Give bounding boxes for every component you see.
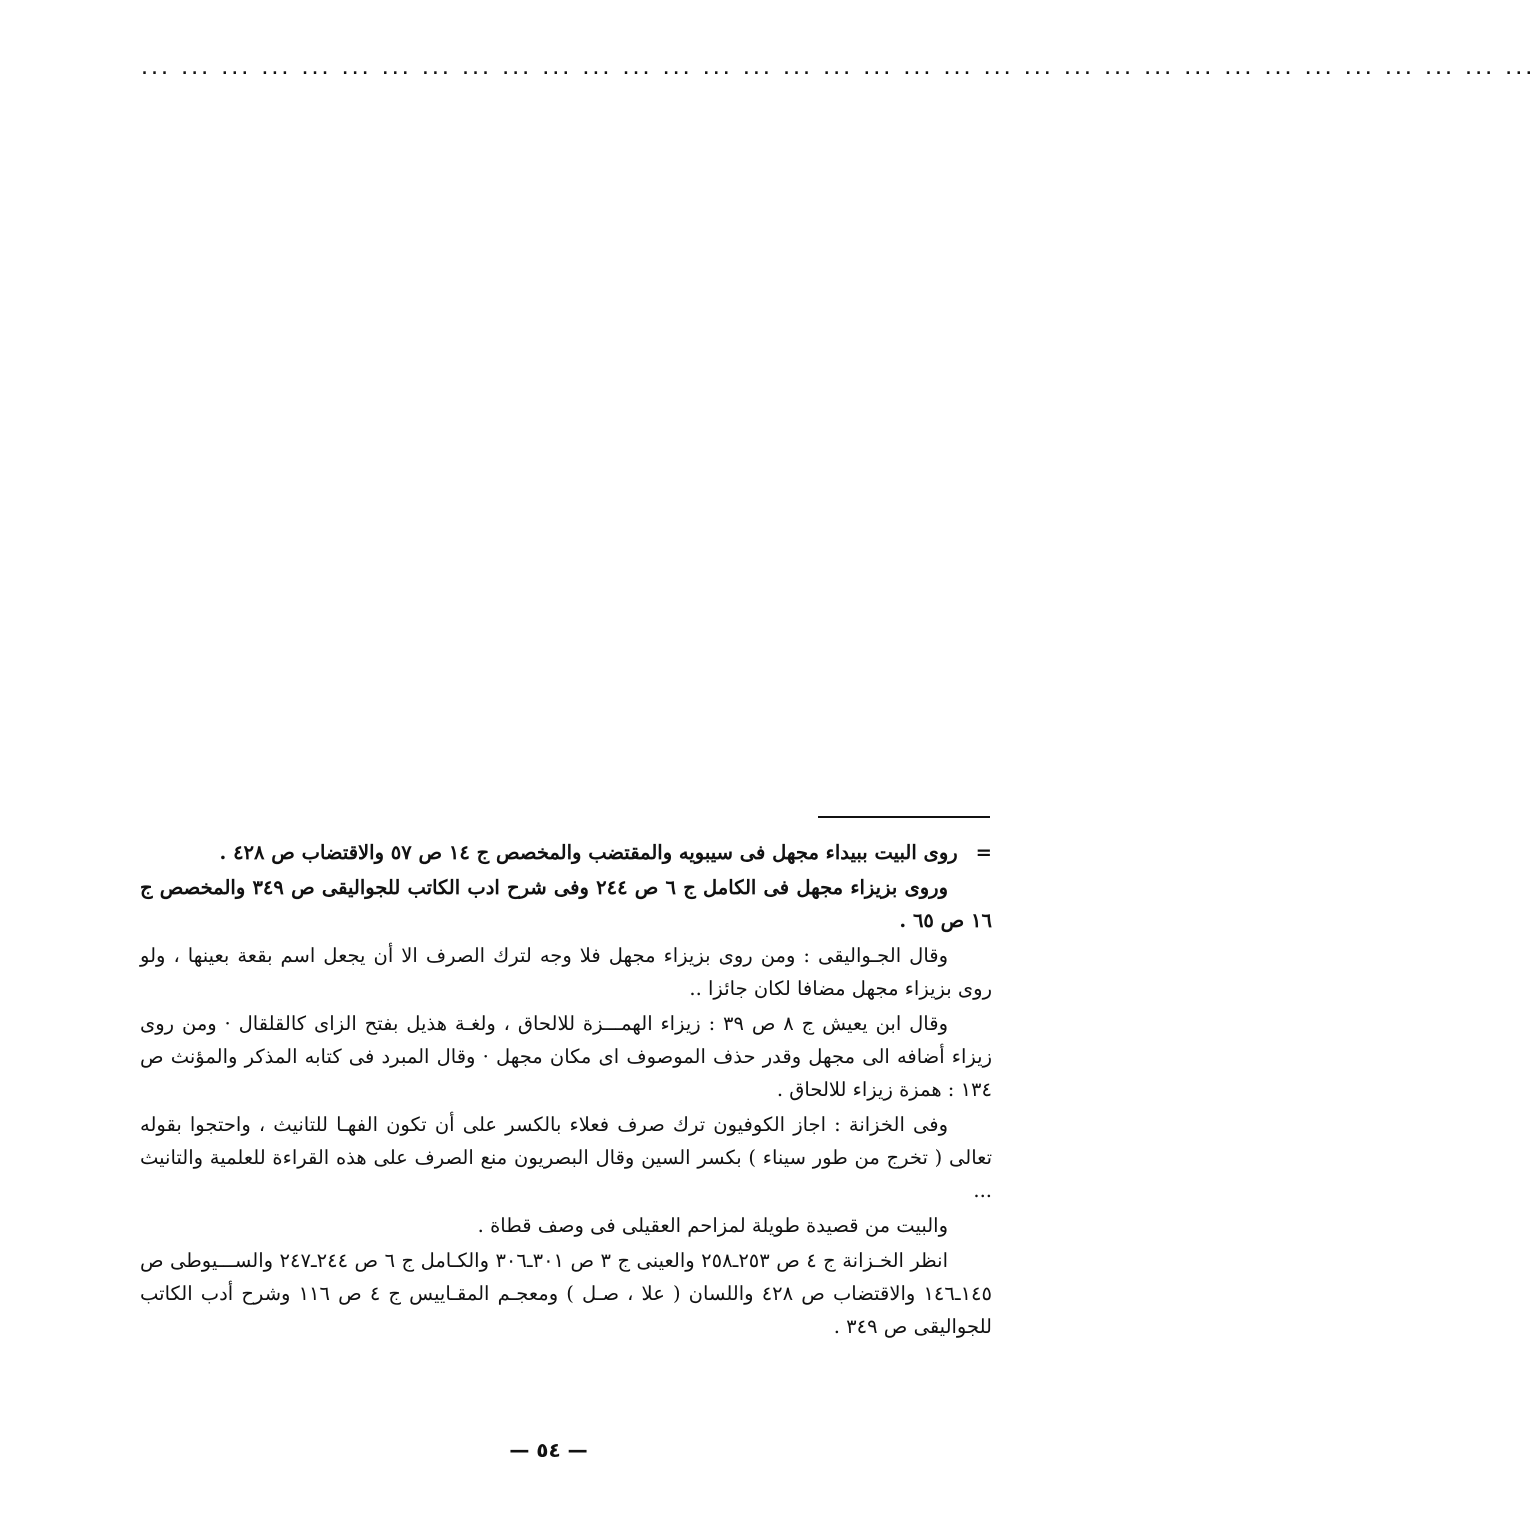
footnote-text-3: وقال الجـواليقى : ومن روى بزيزاء مجهل فلا وجه لترك الصرف الا أن يجعل اسم بقعة بعينها ، ولو روى بزيزاء مجهل مضافا لكان جائزا .. xyxy=(140,944,992,1000)
footnote-text-2: وروى بزيزاء مجهل فى الكامل ج ٦ ص ٢٤٤ وفى شرح ادب الكاتب للجواليقى ص ٣٤٩ والمخصص ج ١٦ ص ٦٥ . xyxy=(140,876,992,932)
footnote-paragraph-3 xyxy=(140,939,992,1005)
page-number: — ٥٤ — xyxy=(509,1438,588,1462)
footnote-paragraph-1 xyxy=(140,836,992,869)
footnote-rule xyxy=(818,816,990,818)
footnote-paragraph-5 xyxy=(140,1108,992,1207)
footnotes-block xyxy=(140,836,992,1345)
footnote-text-7: انظر الخـزانة ج ٤ ص ٢٥٣ـ٢٥٨ والعينى ج ٣ ص ٣٠١ـ٣٠٦ والكـامل ج ٦ ص ٢٤٤ـ٢٤٧ والســـيوطى ص ١٤٥ـ١٤٦ والاقتضاب ص ٤٢٨ واللسان ( علا ، صـل ) ومعجـم المقـاييس ج ٤ ص ١١٦ وشرح أدب الكاتب للجواليقى ص ٣٤٩ . xyxy=(140,1249,992,1338)
footnote-paragraph-7 xyxy=(140,1244,992,1343)
footnote-text-4: وقال ابن يعيش ج ٨ ص ٣٩ : زيزاء الهمـــزة للالحاق ، ولغـة هذيل بفتح الزاى كالقلقال · ومن روى زيزاء أضافه الى مجهل وقدر حذف الموصوف اى مكان مجهل · وقال المبرد فى كتابه المذكر والمؤنث ص ١٣٤ : همزة زيزاء للالحاق . xyxy=(140,1012,992,1101)
continuation-mark: = xyxy=(975,841,992,864)
footnote-text-5: وفى الخزانة : اجاز الكوفيون ترك صرف فعلاء بالكسر على أن تكون الفهـا للتانيث ، واحتجوا بقوله تعالى ( تخرج من طور سيناء ) بكسر السين وقال البصريون منع الصرف على هذه القراءة للعلمية والتانيث ... xyxy=(140,1113,992,1202)
footnote-paragraph-6 xyxy=(140,1209,992,1242)
footnote-paragraph-2 xyxy=(140,871,992,937)
separator-dots: ... ... ... ... ... ... ... ... ... ... ... ... ... ... ... ... ... ... ... ... ... ... ... ... ... ... ... ... ... ... ... ... ... ... ... xyxy=(140,60,1534,78)
footnote-paragraph-4 xyxy=(140,1007,992,1106)
footnote-text-1: روى البيت ببيداء مجهل فى سيبويه والمقتضب والمخصص ج ١٤ ص ٥٧ والاقتضاب ص ٤٢٨ . xyxy=(219,841,958,864)
footnote-text-6: والبيت من قصيدة طويلة لمزاحم العقيلى فى وصف قطاة . xyxy=(477,1214,948,1237)
